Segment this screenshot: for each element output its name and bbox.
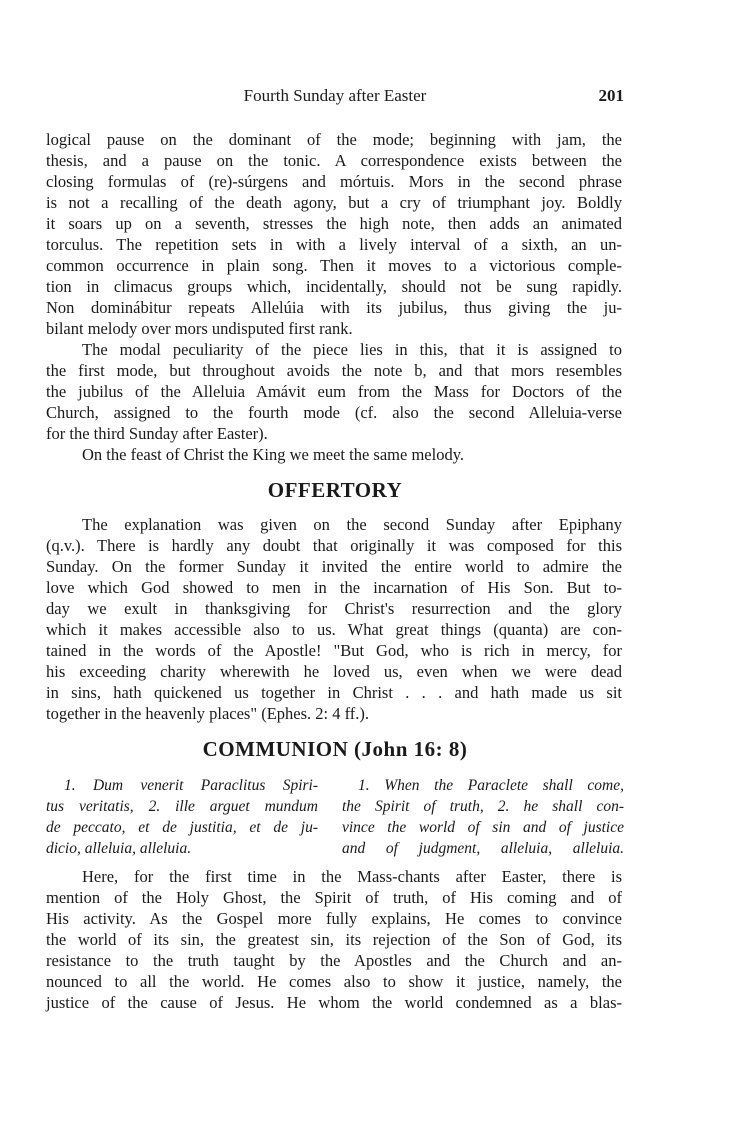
offertory-heading: OFFERTORY [267,478,403,502]
text-line: his exceeding charity wherewith he loved us, even when we were dead [46,662,622,681]
page-number: 201 [598,86,624,105]
text-line: the first mode, but throughout avoids the note b, and that mors resembles [46,361,622,380]
text-line: together in the heavenly places" (Ephes. 2: 4 ff.). [46,704,370,723]
latin-line: de peccato, et de justitia, et de ju- [46,819,318,836]
text-line: tained in the words of the Apostle! "But God, who is rich in mercy, for [46,641,622,660]
english-line: the Spirit of truth, 2. he shall con- [342,798,624,815]
text-line: for the third Sunday after Easter). [46,424,268,443]
communion-reference: (John 16: 8) [354,737,468,761]
text-line: Here, for the first time in the Mass-chants after Easter, there is [82,867,622,886]
text-line: in sins, hath quickened us together in Christ . . . and hath made us sit [46,683,622,702]
running-header [46,86,624,110]
latin-line: tus veritatis, 2. ille arguet mundum [46,798,318,815]
text-line: the world of its sin, the greatest sin, its rejection of the Son of God, its [46,930,622,949]
text-line: closing formulas of (re)-súrgens and mórtuis. Mors in the second phrase [46,172,622,191]
latin-line: 1. Dum venerit Paraclitus Spiri- [64,777,318,794]
text-line: Sunday. On the former Sunday it invited the entire world to admire the [46,557,622,576]
text-line: His activity. As the Gospel more fully explains, He comes to convince [46,909,622,928]
english-line: and of judgment, alleluia, alleluia. [342,840,624,857]
english-line: 1. When the Paraclete shall come, [358,777,624,794]
text-line: day we exult in thanksgiving for Christ's resurrection and the glory [46,599,622,618]
text-line: the jubilus of the Alleluia Amávit eum from the Mass for Doctors of the [46,382,622,401]
text-line: love which God showed to men in the incarnation of His Son. But to- [46,578,622,597]
text-line: thesis, and a pause on the tonic. A correspondence exists between the [46,151,622,170]
text-line: it soars up on a seventh, stresses the high note, then adds an animated [46,214,622,233]
running-title: Fourth Sunday after Easter [243,86,427,105]
text-line: nounced to all the world. He comes also to show it justice, namely, the [46,972,622,991]
text-line: bilant melody over mors undisputed first rank. [46,319,353,338]
communion-heading [46,736,624,762]
communion-title: COMMUNION [202,737,349,761]
english-line: vince the world of sin and of justice [342,819,624,836]
text-line: mention of the Holy Ghost, the Spirit of truth, of His coming and of [46,888,622,907]
text-line: (q.v.). There is hardly any doubt that originally it was composed for this [46,536,622,555]
text-line: Church, assigned to the fourth mode (cf. also the second Alleluia-verse [46,403,622,422]
text-line: justice of the cause of Jesus. He whom the world condemned as a blas- [46,993,622,1012]
paragraph-feast-note: On the feast of Christ the King we meet the same melody. [82,445,464,464]
latin-line: dicio, alleluia, alleluia. [46,840,192,857]
text-line: torculus. The repetition sets in with a lively interval of a sixth, an un- [46,235,622,254]
text-line: common occurrence in plain song. Then it moves to a victorious comple- [46,256,622,275]
text-line: tion in climacus groups which, incidentally, should not be sung rapidly. [46,277,622,296]
text-line: The explanation was given on the second Sunday after Epiphany [82,515,622,534]
text-line: The modal peculiarity of the piece lies in this, that it is assigned to [82,340,622,359]
text-line: logical pause on the dominant of the mode; beginning with jam, the [46,130,622,149]
text-line: resistance to the truth taught by the Apostles and the Church and an- [46,951,622,970]
text-line: is not a recalling of the death agony, but a cry of triumphant joy. Boldly [46,193,622,212]
text-line: Non dominábitur repeats Allelúia with its jubilus, thus giving the ju- [46,298,622,317]
text-line: which it makes accessible also to us. What great things (quanta) are con- [46,620,622,639]
